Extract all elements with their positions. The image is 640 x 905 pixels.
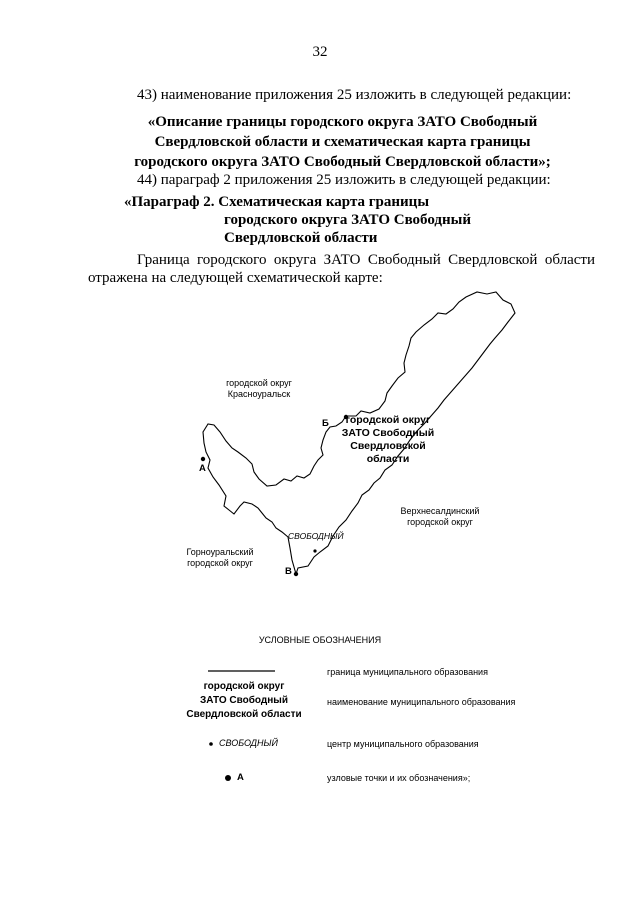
legend-name-sample <box>176 680 312 722</box>
legend-desc-points: узловые точки и их обозначения»; <box>327 773 471 783</box>
neighbor-west-line: городской округ <box>187 558 253 568</box>
legend-settlement-sample: СВОБОДНЫЙ <box>219 738 278 748</box>
center-municipality-label <box>338 414 438 466</box>
center-label-line: ЗАТО Свободный <box>341 427 435 439</box>
annex-title-line: «Описание границы городского округа ЗАТО Свободный <box>147 114 538 130</box>
neighbor-north-line: городской округ <box>226 378 292 388</box>
neighbor-east-line: городской округ <box>407 517 473 527</box>
legend-point-sample: А <box>237 772 244 783</box>
item-44-text: 44) параграф 2 приложения 25 изложить в следующей редакции: <box>137 172 551 188</box>
legend-point-marker <box>225 775 231 781</box>
legend-name-sample-line: городской округ <box>203 681 285 692</box>
neighbor-east-line: Верхнесалдинский <box>400 506 480 516</box>
settlement-marker <box>313 549 316 552</box>
paragraph-heading-line: городского округа ЗАТО Свободный <box>224 212 472 228</box>
page-number: 32 <box>312 44 328 60</box>
legend-settlement-marker <box>209 742 213 746</box>
legend-desc-center: центр муниципального образования <box>327 739 479 749</box>
annex-title-line: городского округа ЗАТО Свободный Свердловской области»; <box>134 154 551 170</box>
point-v-marker <box>294 572 298 576</box>
paragraph-heading-line: «Параграф 2. Схематическая карта границы <box>124 194 430 210</box>
body-text-line: отражена на следующей схематической карте: <box>88 270 383 286</box>
point-b-label: Б <box>322 418 329 429</box>
annex-title-line: Свердловской области и схематическая карта границы <box>154 134 531 150</box>
settlement-label: СВОБОДНЫЙ <box>288 531 344 541</box>
neighbor-north-label <box>205 378 313 400</box>
neighbor-north-line: Красноуральск <box>227 389 291 399</box>
point-v-label: В <box>285 566 292 577</box>
legend-title: УСЛОВНЫЕ ОБОЗНАЧЕНИЯ <box>258 635 382 645</box>
center-label-line: области <box>366 453 410 465</box>
point-a-marker <box>201 457 205 461</box>
legend-name-sample-line: ЗАТО Свободный <box>200 695 288 706</box>
neighbor-west-line: Горноуральский <box>186 547 254 557</box>
legend-name-sample-line: Свердловской области <box>186 709 302 720</box>
legend-desc-name: наименование муниципального образования <box>327 697 516 707</box>
point-a-label: А <box>199 463 206 474</box>
neighbor-east-label <box>385 506 495 528</box>
paragraph-heading-line: Свердловской области <box>224 230 378 246</box>
center-label-line: городской округ <box>345 414 431 426</box>
center-label-line: Свердловской <box>350 440 426 452</box>
item-43-text: 43) наименование приложения 25 изложить в следующей редакции: <box>137 87 572 103</box>
legend-desc-boundary: граница муниципального образования <box>327 667 488 677</box>
neighbor-west-label <box>170 547 270 569</box>
body-text-line: Граница городского округа ЗАТО Свободный Свердловской области <box>137 252 595 268</box>
